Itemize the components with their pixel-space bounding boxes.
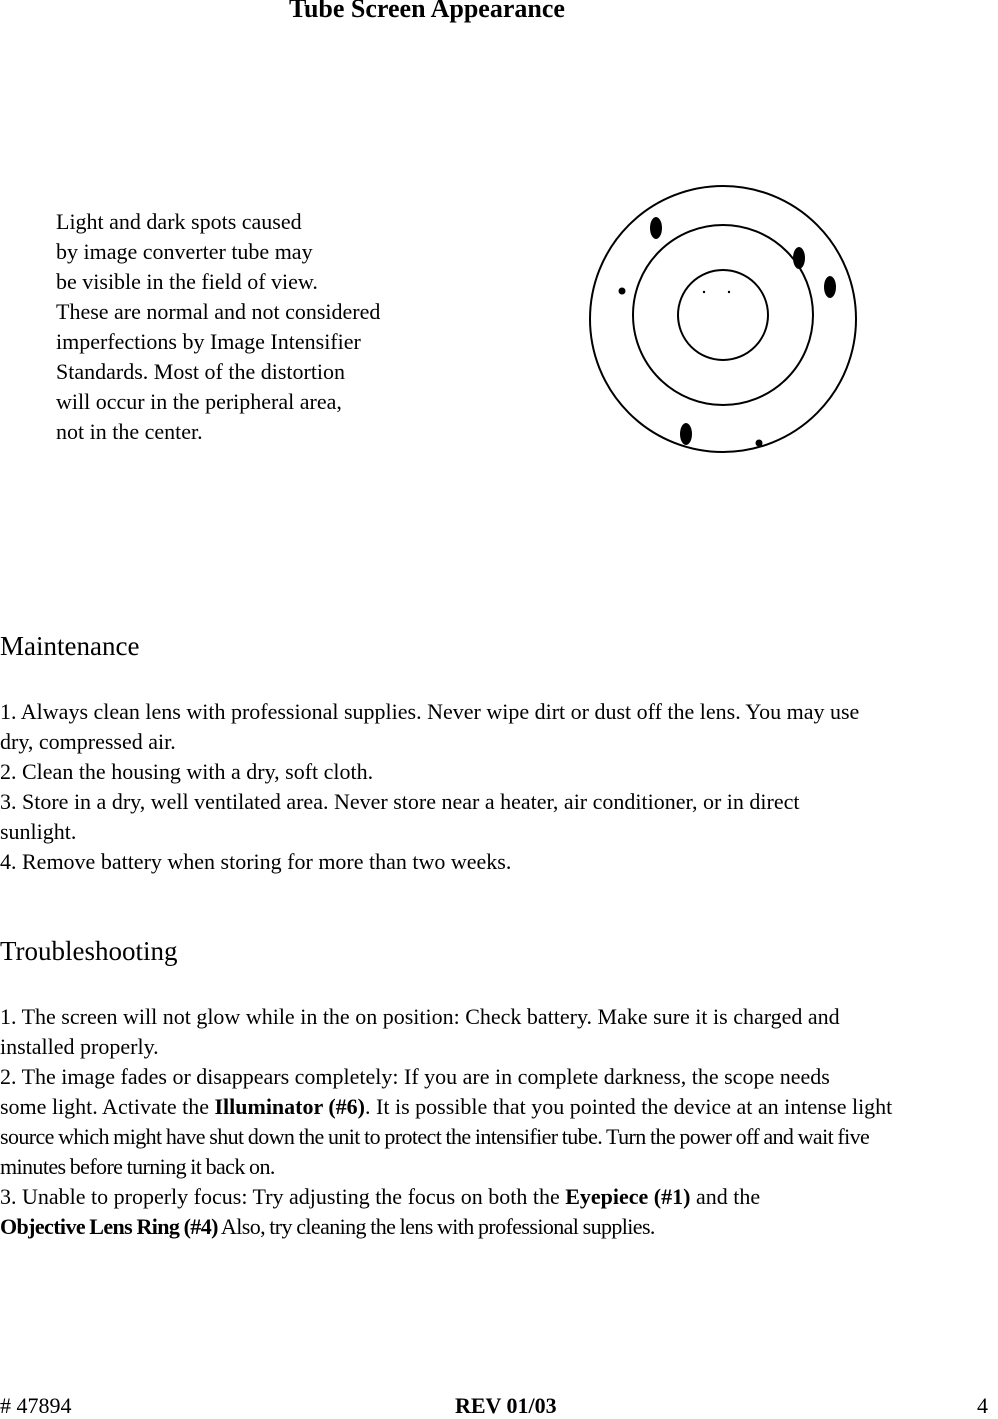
dark-spot	[650, 217, 662, 239]
text-run: some light. Activate the	[0, 1094, 215, 1119]
maintenance-line: dry, compressed air.	[0, 729, 176, 754]
tiny-spot	[728, 291, 730, 293]
part-number: # 47894	[0, 1393, 72, 1418]
troubleshooting-line: 1. The screen will not glow while in the on position: Check battery. Make sure it is charged and	[0, 1004, 840, 1029]
text-run: Also, try cleaning the lens with professional supplies.	[217, 1214, 655, 1239]
troubleshooting-line	[0, 1212, 998, 1242]
troubleshooting-line	[0, 1182, 998, 1212]
text-run: and the	[690, 1184, 761, 1209]
intro-paragraph	[56, 207, 476, 447]
troubleshooting-line: source which might have shut down the unit to protect the intensifier tube. Turn the power off and wait five	[0, 1124, 870, 1149]
intro-line: Light and dark spots caused	[56, 209, 302, 234]
maintenance-list	[0, 697, 998, 877]
tube-screen-diagram	[585, 180, 865, 460]
illuminator-reference: Illuminator (#6)	[214, 1094, 366, 1119]
maintenance-heading: Maintenance	[0, 631, 140, 661]
maintenance-line: 3. Store in a dry, well ventilated area. Never store near a heater, air conditioner, or in direct	[0, 789, 800, 814]
text-run: 3. Unable to properly focus: Try adjusting the focus on both the	[0, 1184, 566, 1209]
intro-line: by image converter tube may	[56, 239, 313, 264]
intro-line: imperfections by Image Intensifier	[56, 329, 361, 354]
dark-spot	[793, 247, 805, 269]
small-spot	[756, 440, 763, 447]
troubleshooting-line: installed properly.	[0, 1034, 159, 1059]
middle-ring	[633, 225, 813, 405]
maintenance-line: sunlight.	[0, 819, 77, 844]
page-title: Tube Screen Appearance	[289, 0, 565, 23]
maintenance-line: 1. Always clean lens with professional supplies. Never wipe dirt or dust off the lens. You may use	[0, 699, 860, 724]
intro-line: not in the center.	[56, 419, 203, 444]
objective-lens-ring-reference: Objective Lens Ring (#4)	[0, 1214, 218, 1239]
maintenance-line: 4. Remove battery when storing for more than two weeks.	[0, 849, 512, 874]
center-ring	[678, 270, 768, 360]
troubleshooting-list	[0, 1002, 998, 1242]
dark-spot	[680, 423, 692, 445]
intro-line: will occur in the peripheral area,	[56, 389, 342, 414]
maintenance-line: 2. Clean the housing with a dry, soft cloth.	[0, 759, 374, 784]
small-spot	[619, 288, 626, 295]
page-number: 4	[977, 1393, 988, 1418]
troubleshooting-line: minutes before turning it back on.	[0, 1154, 275, 1179]
dark-spot	[824, 276, 836, 298]
troubleshooting-line: 2. The image fades or disappears completely: If you are in complete darkness, the scope needs	[0, 1064, 830, 1089]
eyepiece-reference: Eyepiece (#1)	[565, 1184, 691, 1209]
troubleshooting-heading: Troubleshooting	[0, 936, 178, 966]
intro-line: These are normal and not considered	[56, 299, 381, 324]
troubleshooting-line	[0, 1092, 998, 1122]
text-run: . It is possible that you pointed the device at an intense light	[365, 1094, 893, 1119]
revision: REV 01/03	[455, 1393, 557, 1418]
intro-line: Standards. Most of the distortion	[56, 359, 346, 384]
tiny-spot	[703, 291, 705, 293]
intro-line: be visible in the field of view.	[56, 269, 318, 294]
